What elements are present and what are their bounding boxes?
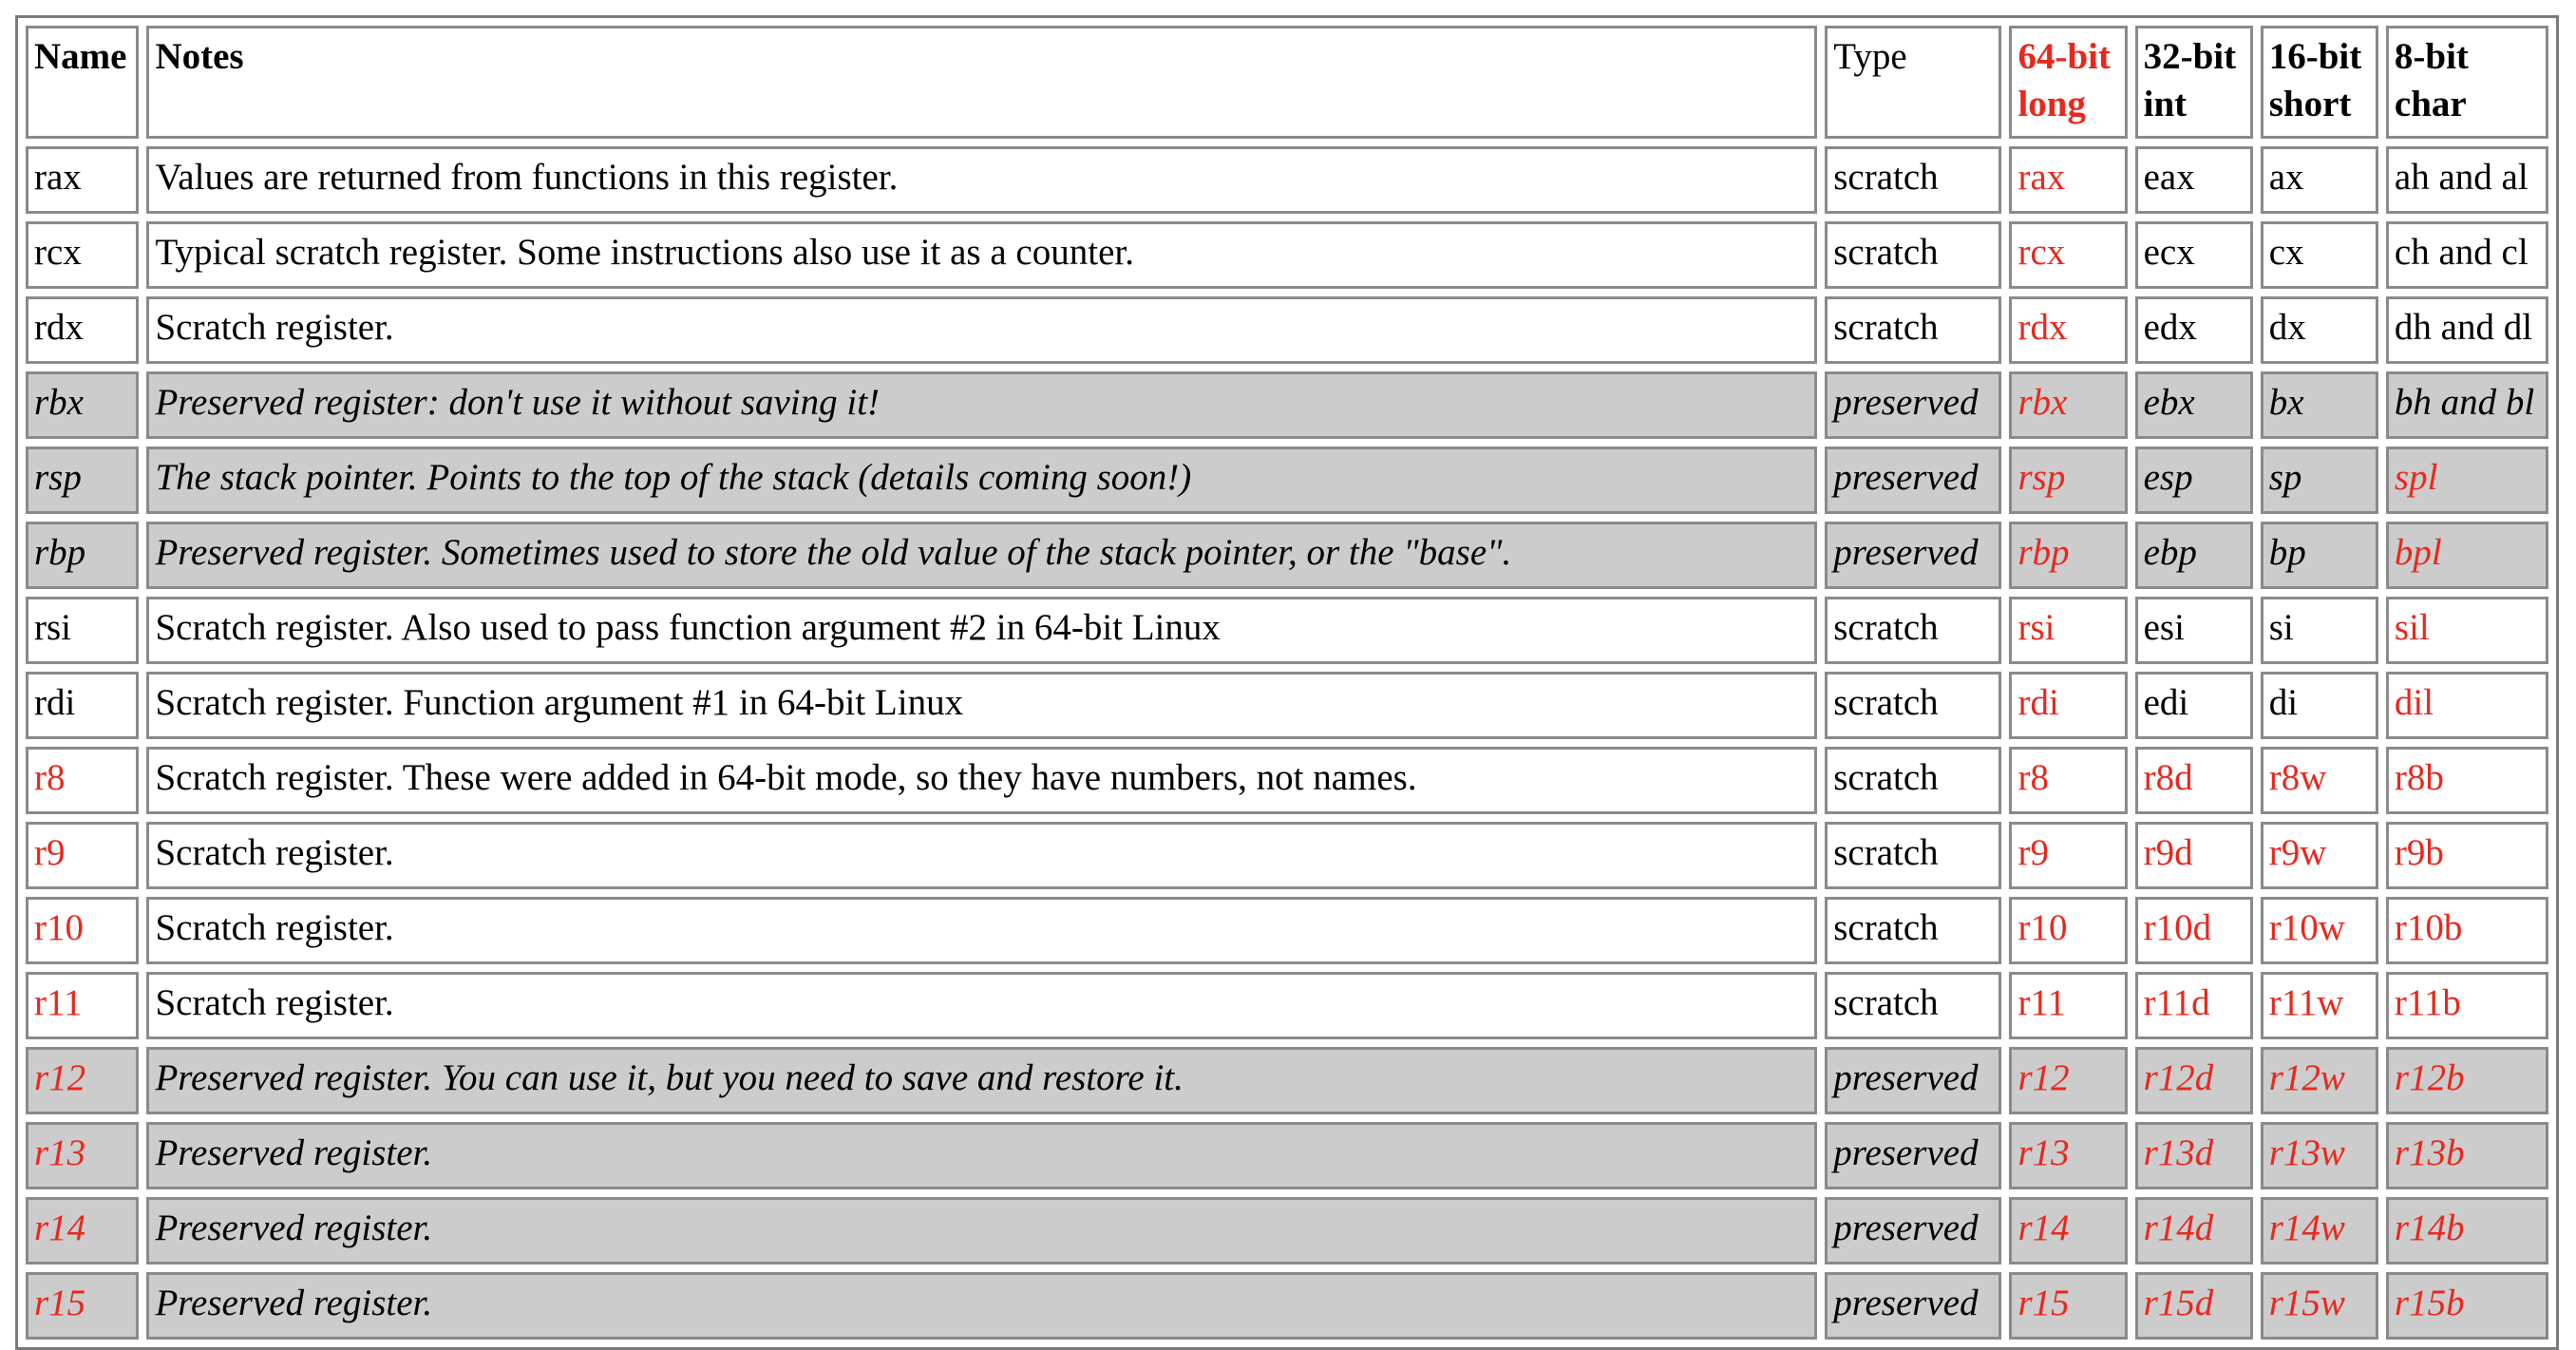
register-8bit: r8b [2386,747,2548,814]
header-64bit-line2: long [2017,84,2086,124]
register-64bit: r15 [2009,1272,2127,1340]
register-64bit: r11 [2009,972,2127,1039]
register-notes: Preserved register: don't use it without saving it! [146,371,1817,439]
register-64bit: rdx [2009,296,2127,364]
register-notes: Scratch register. These were added in 64-bit mode, so they have numbers, not names. [146,747,1817,814]
register-type: preserved [1825,522,2001,589]
register-16bit: sp [2261,447,2378,514]
register-8bit: r12b [2386,1047,2548,1114]
register-32bit: r11d [2135,972,2253,1039]
register-8bit: dil [2386,672,2548,739]
register-16bit: r12w [2261,1047,2378,1114]
register-32bit: r15d [2135,1272,2253,1340]
register-32bit: r13d [2135,1122,2253,1189]
register-16bit: r14w [2261,1197,2378,1264]
register-notes: The stack pointer. Points to the top of the stack (details coming soon!) [146,447,1817,514]
register-row-rsp [26,447,2548,514]
register-type: scratch [1825,221,2001,289]
register-32bit: r8d [2135,747,2253,814]
register-16bit: r13w [2261,1122,2378,1189]
register-8bit: bh and bl [2386,371,2548,439]
header-8bit-line2: char [2394,84,2467,124]
register-32bit: r14d [2135,1197,2253,1264]
register-name: rdx [26,296,139,364]
register-name: r14 [26,1197,139,1264]
register-name: r12 [26,1047,139,1114]
register-64bit: r13 [2009,1122,2127,1189]
register-32bit: ecx [2135,221,2253,289]
register-row-r9 [26,822,2548,889]
register-notes: Preserved register. [146,1197,1817,1264]
register-16bit: r9w [2261,822,2378,889]
register-row-r11 [26,972,2548,1039]
register-32bit: ebp [2135,522,2253,589]
register-row-r12 [26,1047,2548,1114]
register-name: rax [26,146,139,214]
register-64bit: rax [2009,146,2127,214]
register-64bit: rsi [2009,597,2127,664]
register-32bit: edi [2135,672,2253,739]
register-row-r13 [26,1122,2548,1189]
register-row-rcx [26,221,2548,289]
register-notes: Scratch register. [146,296,1817,364]
register-32bit: r10d [2135,897,2253,964]
register-8bit: bpl [2386,522,2548,589]
register-row-rsi [26,597,2548,664]
header-8bit-line1: 8-bit [2394,36,2469,77]
register-type: scratch [1825,972,2001,1039]
register-32bit: eax [2135,146,2253,214]
register-type: scratch [1825,296,2001,364]
register-8bit: ch and cl [2386,221,2548,289]
register-64bit: rbx [2009,371,2127,439]
register-notes: Preserved register. Sometimes used to store the old value of the stack pointer, or the "base". [146,522,1817,589]
register-16bit: bx [2261,371,2378,439]
register-16bit: di [2261,672,2378,739]
register-row-r8 [26,747,2548,814]
register-type: preserved [1825,1197,2001,1264]
register-notes: Preserved register. You can use it, but you need to save and restore it. [146,1047,1817,1114]
register-32bit: esp [2135,447,2253,514]
header-64bit [2009,26,2127,139]
header-32bit [2135,26,2253,139]
register-type: scratch [1825,146,2001,214]
header-notes: Notes [146,26,1817,139]
register-64bit: rsp [2009,447,2127,514]
register-row-rbp [26,522,2548,589]
register-32bit: r12d [2135,1047,2253,1114]
register-row-rdx [26,296,2548,364]
register-16bit: dx [2261,296,2378,364]
register-name: r9 [26,822,139,889]
register-notes: Scratch register. Also used to pass function argument #2 in 64-bit Linux [146,597,1817,664]
register-notes: Values are returned from functions in this register. [146,146,1817,214]
register-row-r14 [26,1197,2548,1264]
register-name: r8 [26,747,139,814]
register-notes: Scratch register. [146,897,1817,964]
register-8bit: dh and dl [2386,296,2548,364]
register-8bit: ah and al [2386,146,2548,214]
header-16bit-line1: 16-bit [2268,36,2362,77]
register-type: scratch [1825,897,2001,964]
register-notes: Scratch register. [146,972,1817,1039]
header-64bit-line1: 64-bit [2017,36,2111,77]
header-32bit-line1: 32-bit [2143,36,2237,77]
register-16bit: ax [2261,146,2378,214]
register-16bit: r8w [2261,747,2378,814]
register-row-rax [26,146,2548,214]
register-notes: Scratch register. [146,822,1817,889]
register-8bit: r14b [2386,1197,2548,1264]
register-64bit: rbp [2009,522,2127,589]
register-row-r10 [26,897,2548,964]
header-32bit-line2: int [2143,84,2188,124]
header-type: Type [1825,26,2001,139]
register-table [15,15,2559,1350]
register-notes: Preserved register. [146,1122,1817,1189]
register-type: scratch [1825,822,2001,889]
register-name: r15 [26,1272,139,1340]
register-64bit: r14 [2009,1197,2127,1264]
register-32bit: edx [2135,296,2253,364]
register-16bit: si [2261,597,2378,664]
register-notes: Typical scratch register. Some instructions also use it as a counter. [146,221,1817,289]
register-name: rdi [26,672,139,739]
register-8bit: spl [2386,447,2548,514]
header-16bit-line2: short [2268,84,2352,124]
register-32bit: ebx [2135,371,2253,439]
register-64bit: rdi [2009,672,2127,739]
register-notes: Scratch register. Function argument #1 in 64-bit Linux [146,672,1817,739]
register-type: preserved [1825,447,2001,514]
register-name: r13 [26,1122,139,1189]
register-8bit: r10b [2386,897,2548,964]
header-row [26,26,2548,139]
register-name: rsp [26,447,139,514]
register-16bit: r10w [2261,897,2378,964]
register-32bit: r9d [2135,822,2253,889]
register-16bit: cx [2261,221,2378,289]
header-8bit [2386,26,2548,139]
register-type: scratch [1825,597,2001,664]
register-64bit: r9 [2009,822,2127,889]
register-type: scratch [1825,672,2001,739]
register-row-rbx [26,371,2548,439]
register-64bit: r12 [2009,1047,2127,1114]
register-16bit: bp [2261,522,2378,589]
register-64bit: rcx [2009,221,2127,289]
register-name: rsi [26,597,139,664]
register-32bit: esi [2135,597,2253,664]
register-name: r11 [26,972,139,1039]
register-64bit: r10 [2009,897,2127,964]
register-8bit: r9b [2386,822,2548,889]
register-8bit: sil [2386,597,2548,664]
register-rows [26,146,2548,1340]
register-name: rbp [26,522,139,589]
register-name: rcx [26,221,139,289]
register-16bit: r15w [2261,1272,2378,1340]
register-8bit: r13b [2386,1122,2548,1189]
register-name: r10 [26,897,139,964]
register-notes: Preserved register. [146,1272,1817,1340]
register-type: preserved [1825,1122,2001,1189]
register-type: preserved [1825,371,2001,439]
register-64bit: r8 [2009,747,2127,814]
register-8bit: r15b [2386,1272,2548,1340]
register-8bit: r11b [2386,972,2548,1039]
register-type: preserved [1825,1047,2001,1114]
header-name: Name [26,26,139,139]
register-16bit: r11w [2261,972,2378,1039]
register-row-r15 [26,1272,2548,1340]
register-name: rbx [26,371,139,439]
header-16bit [2261,26,2378,139]
register-type: scratch [1825,747,2001,814]
register-row-rdi [26,672,2548,739]
register-type: preserved [1825,1272,2001,1340]
